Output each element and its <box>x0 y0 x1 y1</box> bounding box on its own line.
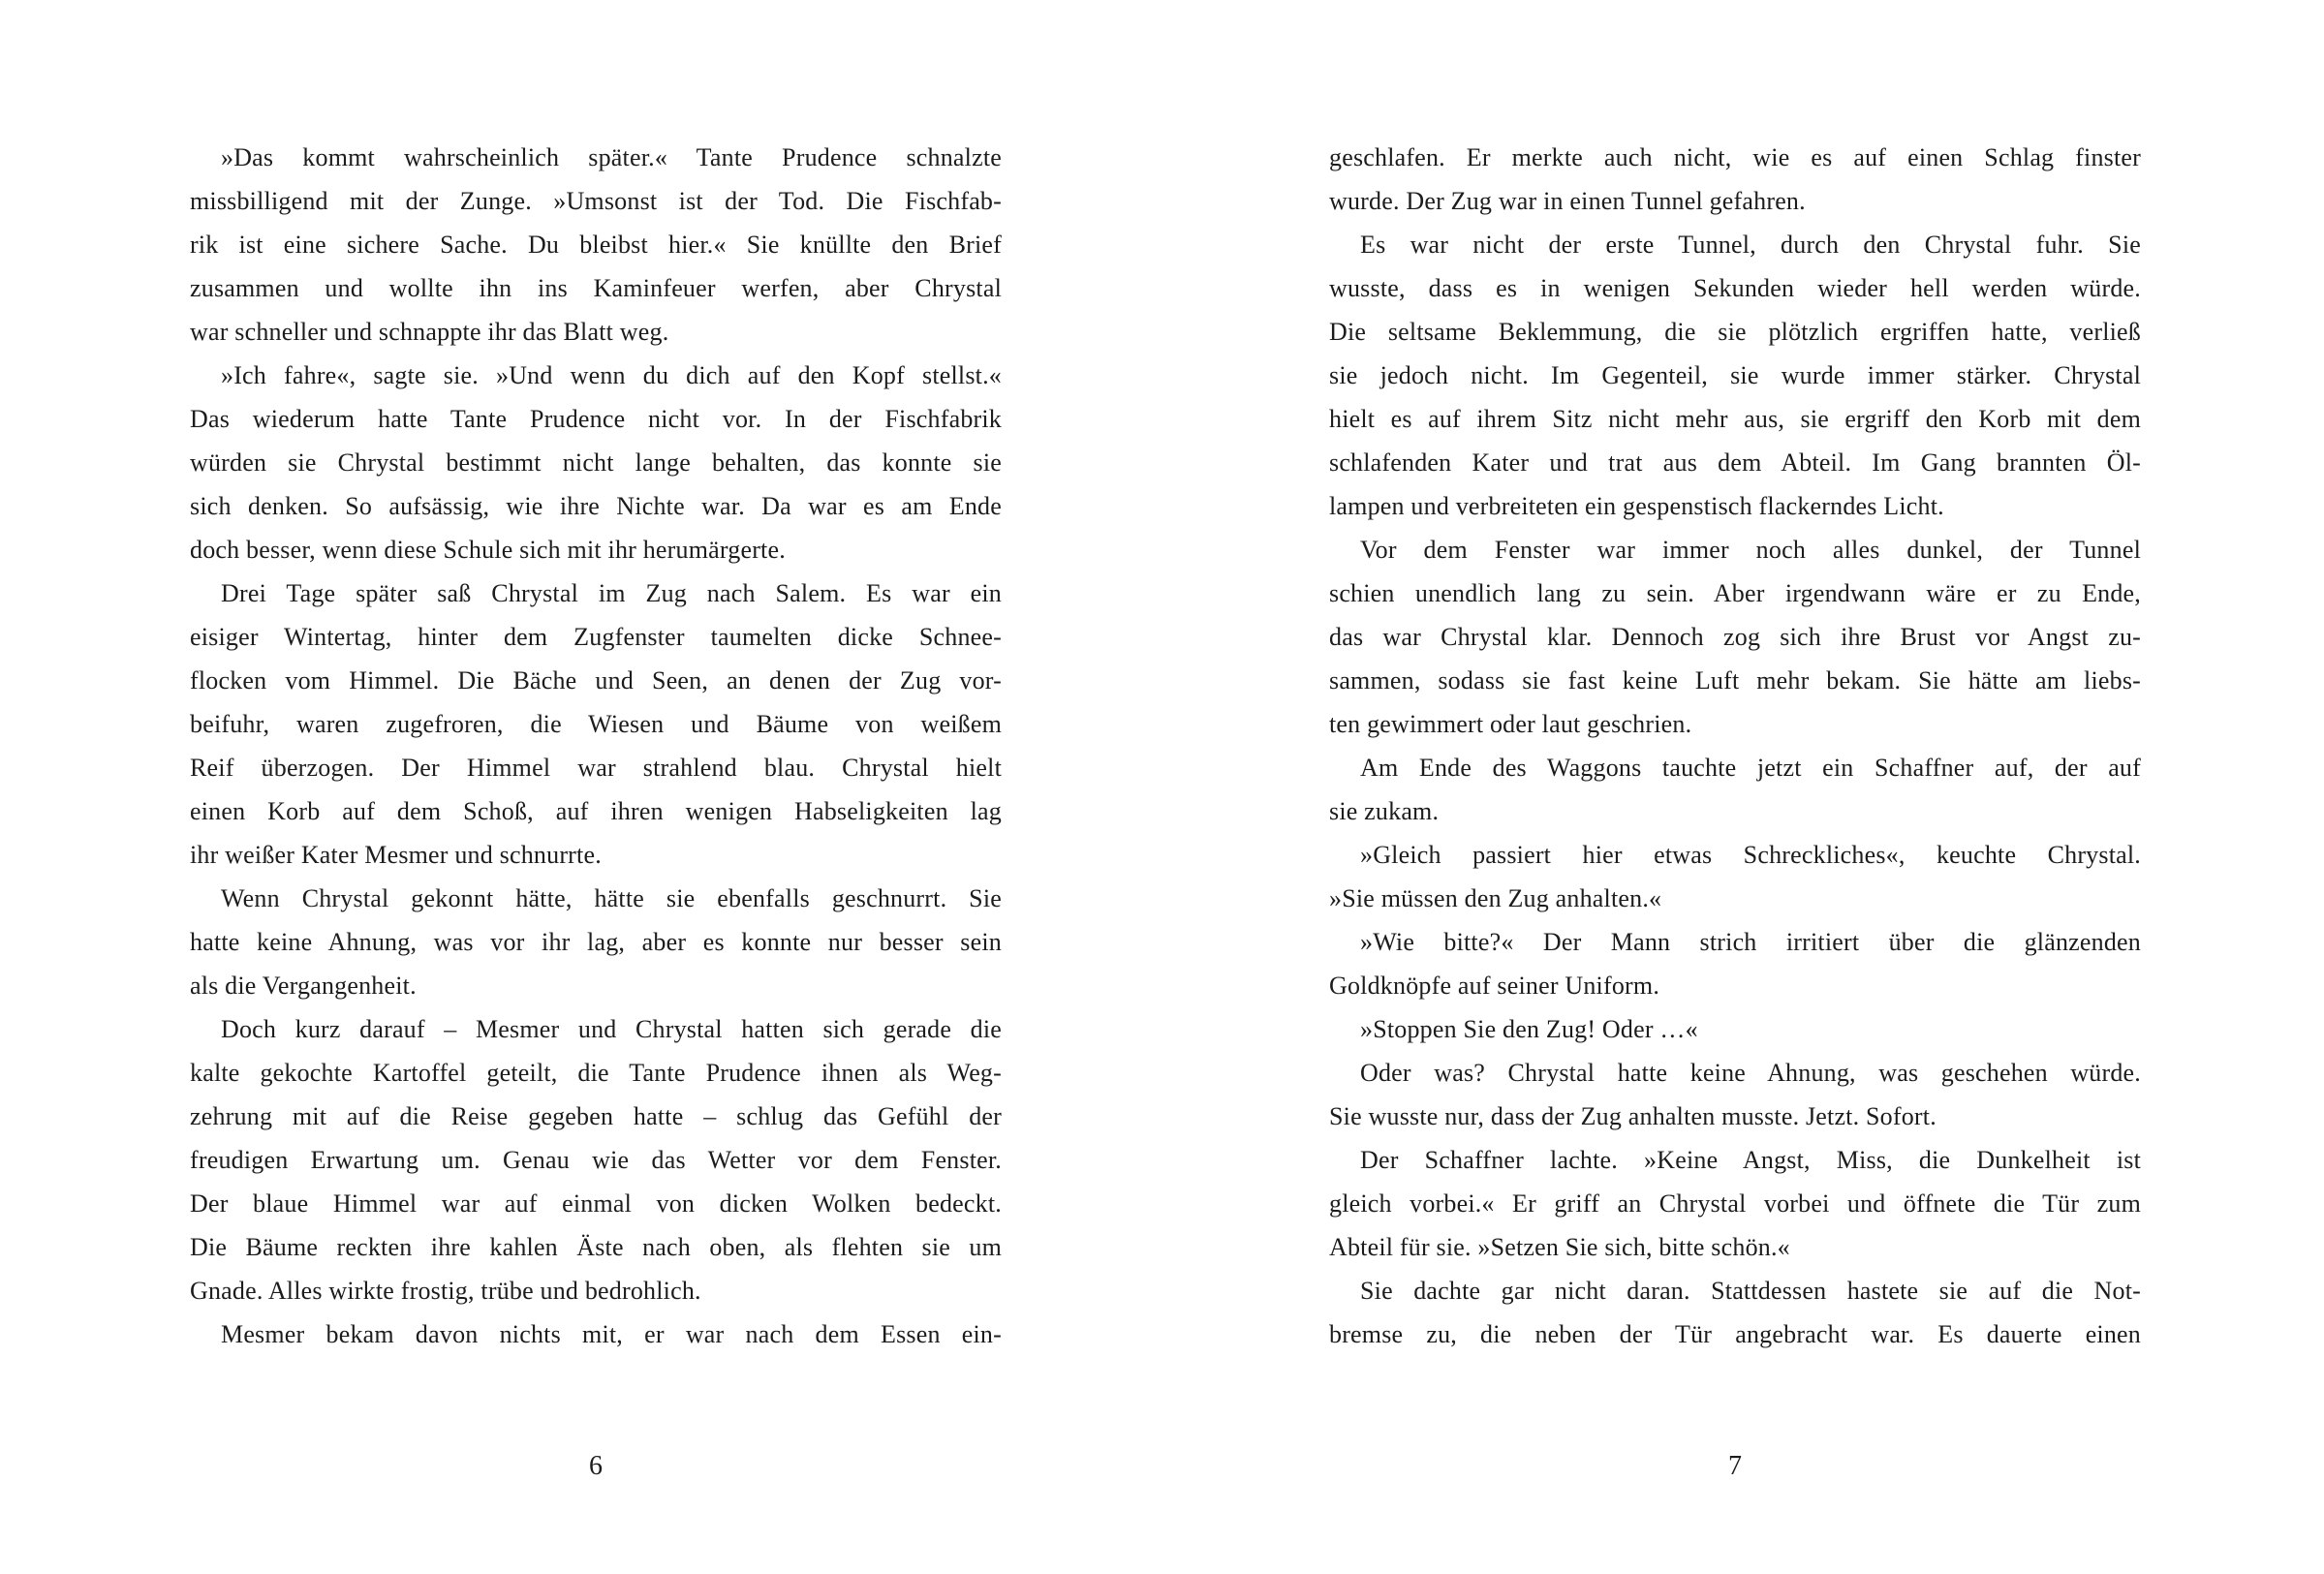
text-line: zusammen und wollte ihn ins Kaminfeuer werfen, aber Chrystal <box>190 274 1002 302</box>
text-line: als die Vergangenheit. <box>190 972 417 1000</box>
text-line: gleich vorbei.« Er griff an Chrystal vorbei und öffnete die Tür zum <box>1329 1189 2141 1218</box>
text-line: Abteil für sie. »Setzen Sie sich, bitte schön.« <box>1329 1233 1790 1261</box>
text-line: Sie dachte gar nicht daran. Stattdessen hastete sie auf die Not- <box>1360 1277 2141 1305</box>
text-line: doch besser, wenn diese Schule sich mit ihr herumärgerte. <box>190 536 786 564</box>
text-line: Reif überzogen. Der Himmel war strahlend blau. Chrystal hielt <box>190 754 1002 782</box>
text-line: sie jedoch nicht. Im Gegenteil, sie wurde immer stärker. Chrystal <box>1329 361 2141 389</box>
text-line: Die seltsame Beklemmung, die sie plötzlich ergriffen hatte, verließ <box>1329 318 2141 346</box>
text-line: »Stoppen Sie den Zug! Oder …« <box>1360 1015 1698 1043</box>
text-line: bremse zu, die neben der Tür angebracht war. Es dauerte einen <box>1329 1320 2141 1348</box>
text-line: Gnade. Alles wirkte frostig, trübe und bedrohlich. <box>190 1277 701 1305</box>
text-line: schlafenden Kater und trat aus dem Abteil. Im Gang brannten Öl- <box>1329 448 2141 477</box>
text-line: freudigen Erwartung um. Genau wie das Wetter vor dem Fenster. <box>190 1146 1002 1174</box>
text-line: »Ich fahre«, sagte sie. »Und wenn du dich auf den Kopf stellst.« <box>221 361 1002 389</box>
text-line: hielt es auf ihrem Sitz nicht mehr aus, sie ergriff den Korb mit dem <box>1329 405 2141 433</box>
text-line: hatte keine Ahnung, was vor ihr lag, aber es konnte nur besser sein <box>190 928 1002 956</box>
text-line: schien unendlich lang zu sein. Aber irgendwann wäre er zu Ende, <box>1329 579 2141 607</box>
page-number-left: 6 <box>589 1451 603 1481</box>
text-line: einen Korb auf dem Schoß, auf ihren wenigen Habseligkeiten lag <box>190 797 1002 825</box>
text-line: das war Chrystal klar. Dennoch zog sich ihre Brust vor Angst zu- <box>1329 623 2141 651</box>
text-line: sie zukam. <box>1329 797 1440 825</box>
text-line: Drei Tage später saß Chrystal im Zug nach Salem. Es war ein <box>221 579 1002 607</box>
text-line: »Gleich passiert hier etwas Schreckliches«, keuchte Chrystal. <box>1360 841 2141 869</box>
text-line: sich denken. So aufsässig, wie ihre Nichte war. Da war es am Ende <box>190 492 1002 520</box>
text-line: Der Schaffner lachte. »Keine Angst, Miss, die Dunkelheit ist <box>1360 1146 2141 1174</box>
page-right <box>1329 0 2141 1574</box>
text-line: »Wie bitte?« Der Mann strich irritiert über die glänzenden <box>1360 928 2141 956</box>
text-line: war schneller und schnappte ihr das Blatt weg. <box>190 318 669 346</box>
text-line: beifuhr, waren zugefroren, die Wiesen und Bäume von weißem <box>190 710 1002 738</box>
text-line: »Das kommt wahrscheinlich später.« Tante Prudence schnalzte <box>221 143 1002 171</box>
text-line: eisiger Wintertag, hinter dem Zugfenster taumelten dicke Schnee- <box>190 623 1002 651</box>
text-line: Wenn Chrystal gekonnt hätte, hätte sie ebenfalls geschnurrt. Sie <box>221 884 1002 912</box>
text-line: Oder was? Chrystal hatte keine Ahnung, was geschehen würde. <box>1360 1059 2141 1087</box>
text-line: wusste, dass es in wenigen Sekunden wieder hell werden würde. <box>1329 274 2141 302</box>
text-line: »Sie müssen den Zug anhalten.« <box>1329 884 1662 912</box>
text-line: wurde. Der Zug war in einen Tunnel gefahren. <box>1329 187 1806 215</box>
page-left-text <box>190 136 1002 1356</box>
text-line: Es war nicht der erste Tunnel, durch den Chrystal fuhr. Sie <box>1360 231 2141 259</box>
text-line: Die Bäume reckten ihre kahlen Äste nach oben, als flehten sie um <box>190 1233 1002 1261</box>
text-line: sammen, sodass sie fast keine Luft mehr bekam. Sie hätte am liebs- <box>1329 666 2141 694</box>
text-line: Doch kurz darauf – Mesmer und Chrystal hatten sich gerade die <box>221 1015 1002 1043</box>
text-line: missbilligend mit der Zunge. »Umsonst ist der Tod. Die Fischfab- <box>190 187 1002 215</box>
text-line: rik ist eine sichere Sache. Du bleibst hier.« Sie knüllte den Brief <box>190 231 1002 259</box>
text-line: Am Ende des Waggons tauchte jetzt ein Schaffner auf, der auf <box>1360 754 2141 782</box>
page-right-text <box>1329 136 2141 1356</box>
text-line: Der blaue Himmel war auf einmal von dicken Wolken bedeckt. <box>190 1189 1002 1218</box>
page-left <box>190 0 1002 1574</box>
text-line: lampen und verbreiteten ein gespenstisch flackerndes Licht. <box>1329 492 1944 520</box>
text-line: zehrung mit auf die Reise gegeben hatte – schlug das Gefühl der <box>190 1102 1002 1130</box>
text-line: Das wiederum hatte Tante Prudence nicht vor. In der Fischfabrik <box>190 405 1002 433</box>
text-line: ihr weißer Kater Mesmer und schnurrte. <box>190 841 602 869</box>
text-line: würden sie Chrystal bestimmt nicht lange behalten, das konnte sie <box>190 448 1002 477</box>
text-line: Goldknöpfe auf seiner Uniform. <box>1329 972 1660 1000</box>
text-line: Sie wusste nur, dass der Zug anhalten musste. Jetzt. Sofort. <box>1329 1102 1937 1130</box>
text-line: kalte gekochte Kartoffel geteilt, die Tante Prudence ihnen als Weg- <box>190 1059 1002 1087</box>
page-number-right: 7 <box>1728 1451 1742 1481</box>
text-line: Mesmer bekam davon nichts mit, er war nach dem Essen ein- <box>221 1320 1002 1348</box>
text-line: flocken vom Himmel. Die Bäche und Seen, an denen der Zug vor- <box>190 666 1002 694</box>
text-line: Vor dem Fenster war immer noch alles dunkel, der Tunnel <box>1360 536 2141 564</box>
text-line: ten gewimmert oder laut geschrien. <box>1329 710 1692 738</box>
text-line: geschlafen. Er merkte auch nicht, wie es auf einen Schlag finster <box>1329 143 2141 171</box>
